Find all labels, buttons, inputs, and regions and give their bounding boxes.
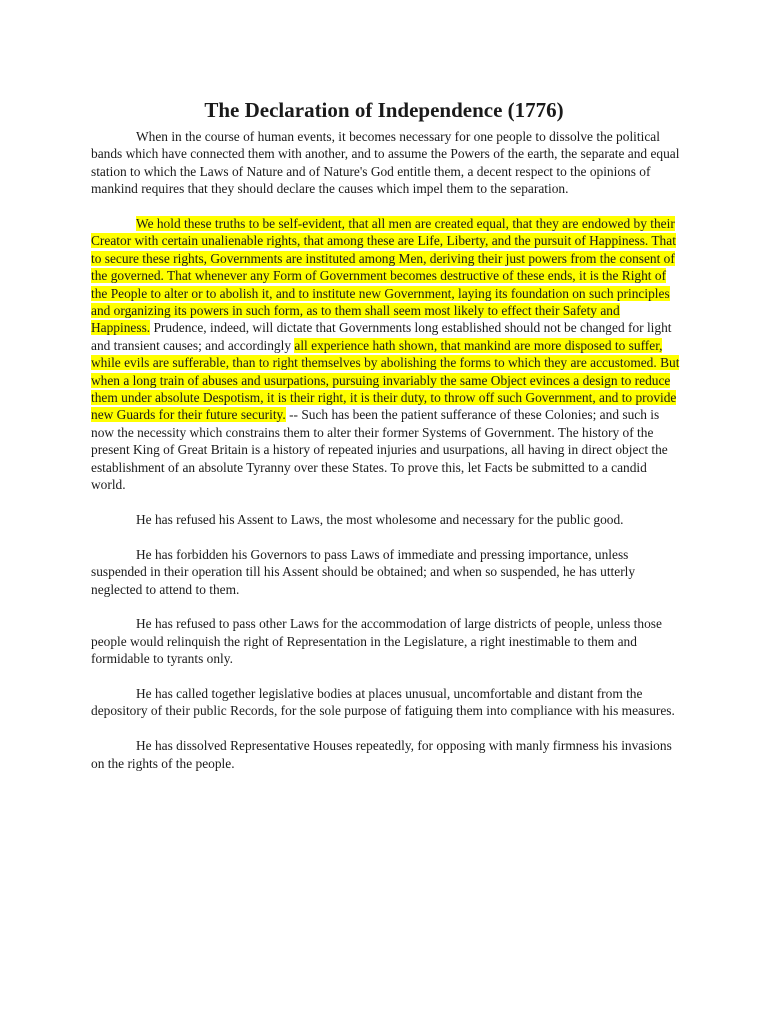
- paragraph-text: When in the course of human events, it becomes necessary for one people to dissolve the political bands which have connected them with another, and to assume the Powers of the earth, the separate and equal station to which the Laws of Nature and of Nature's God entitle them, a decent respect to the opinions of mankind requires that they should declare the causes which impel them to the separation.: [91, 129, 680, 197]
- paragraph-text: -- Such has been the patient sufferance of these Colonies; and such is now the necessity which constrains them to alter their former Systems of Government. The history of the present King of Great Britain is a history of repeated injuries and usurpations, all having in direct object the establishment of an absolute Tyranny over these States. To prove this, let Facts be submitted to a candid world.: [91, 407, 668, 493]
- document-title: The Declaration of Independence (1776): [204, 98, 564, 122]
- paragraph-text: Prudence, indeed, will dictate that Governments long established should not be changed for light and transient causes; and accordingly: [91, 320, 672, 353]
- paragraph: [91, 215, 681, 494]
- paragraph-text: He has dissolved Representative Houses repeatedly, for opposing with manly firmness his invasions on the rights of the people.: [91, 738, 672, 771]
- highlighted-text: all experience hath shown, that mankind are more disposed to suffer, while evils are sufferable, than to right themselves by abolishing the forms to which they are accustomed. But when a long train of abuses and usurpations, pursuing invariably the same Object evinces a design to reduce them under absolute Despotism, it is their right, it is their duty, to throw off such Government, and to provide new Guards for their future security.: [91, 337, 680, 423]
- document-body: [91, 128, 681, 789]
- paragraph: [91, 511, 681, 528]
- paragraph-text: He has forbidden his Governors to pass Laws of immediate and pressing importance, unless suspended in their operation till his Assent should be obtained; and when so suspended, he has utterly neglected to attend to them.: [91, 546, 636, 597]
- paragraph-text: He has refused to pass other Laws for the accommodation of large districts of people, unless those people would relinquish the right of Representation in the Legislature, a right inestimable to them and formidable to tyrants only.: [91, 616, 662, 667]
- paragraph: [91, 685, 681, 720]
- paragraph-text: He has called together legislative bodies at places unusual, uncomfortable and distant from the depository of their public Records, for the sole purpose of fatiguing them into compliance with his measures.: [91, 685, 675, 719]
- highlighted-text: We hold these truths to be self-evident, that all men are created equal, that they are endowed by their Creator with certain unalienable rights, that among these are Life, Liberty, and the pursuit of Happiness. That to secure these rights, Governments are instituted among Men, deriving their just powers from the consent of the governed. That whenever any Form of Government becomes destructive of these ends, it is the Right of the People to alter or to abolish it, and to institute new Government, laying its foundation on such principles and organizing its powers in such form, as to them shall seem most likely to effect their Safety and Happiness.: [91, 216, 676, 336]
- paragraph-text: He has refused his Assent to Laws, the most wholesome and necessary for the public good.: [136, 511, 624, 527]
- paragraph: [91, 546, 681, 598]
- paragraph: [91, 128, 681, 198]
- paragraph: [91, 737, 681, 772]
- paragraph: [91, 615, 681, 667]
